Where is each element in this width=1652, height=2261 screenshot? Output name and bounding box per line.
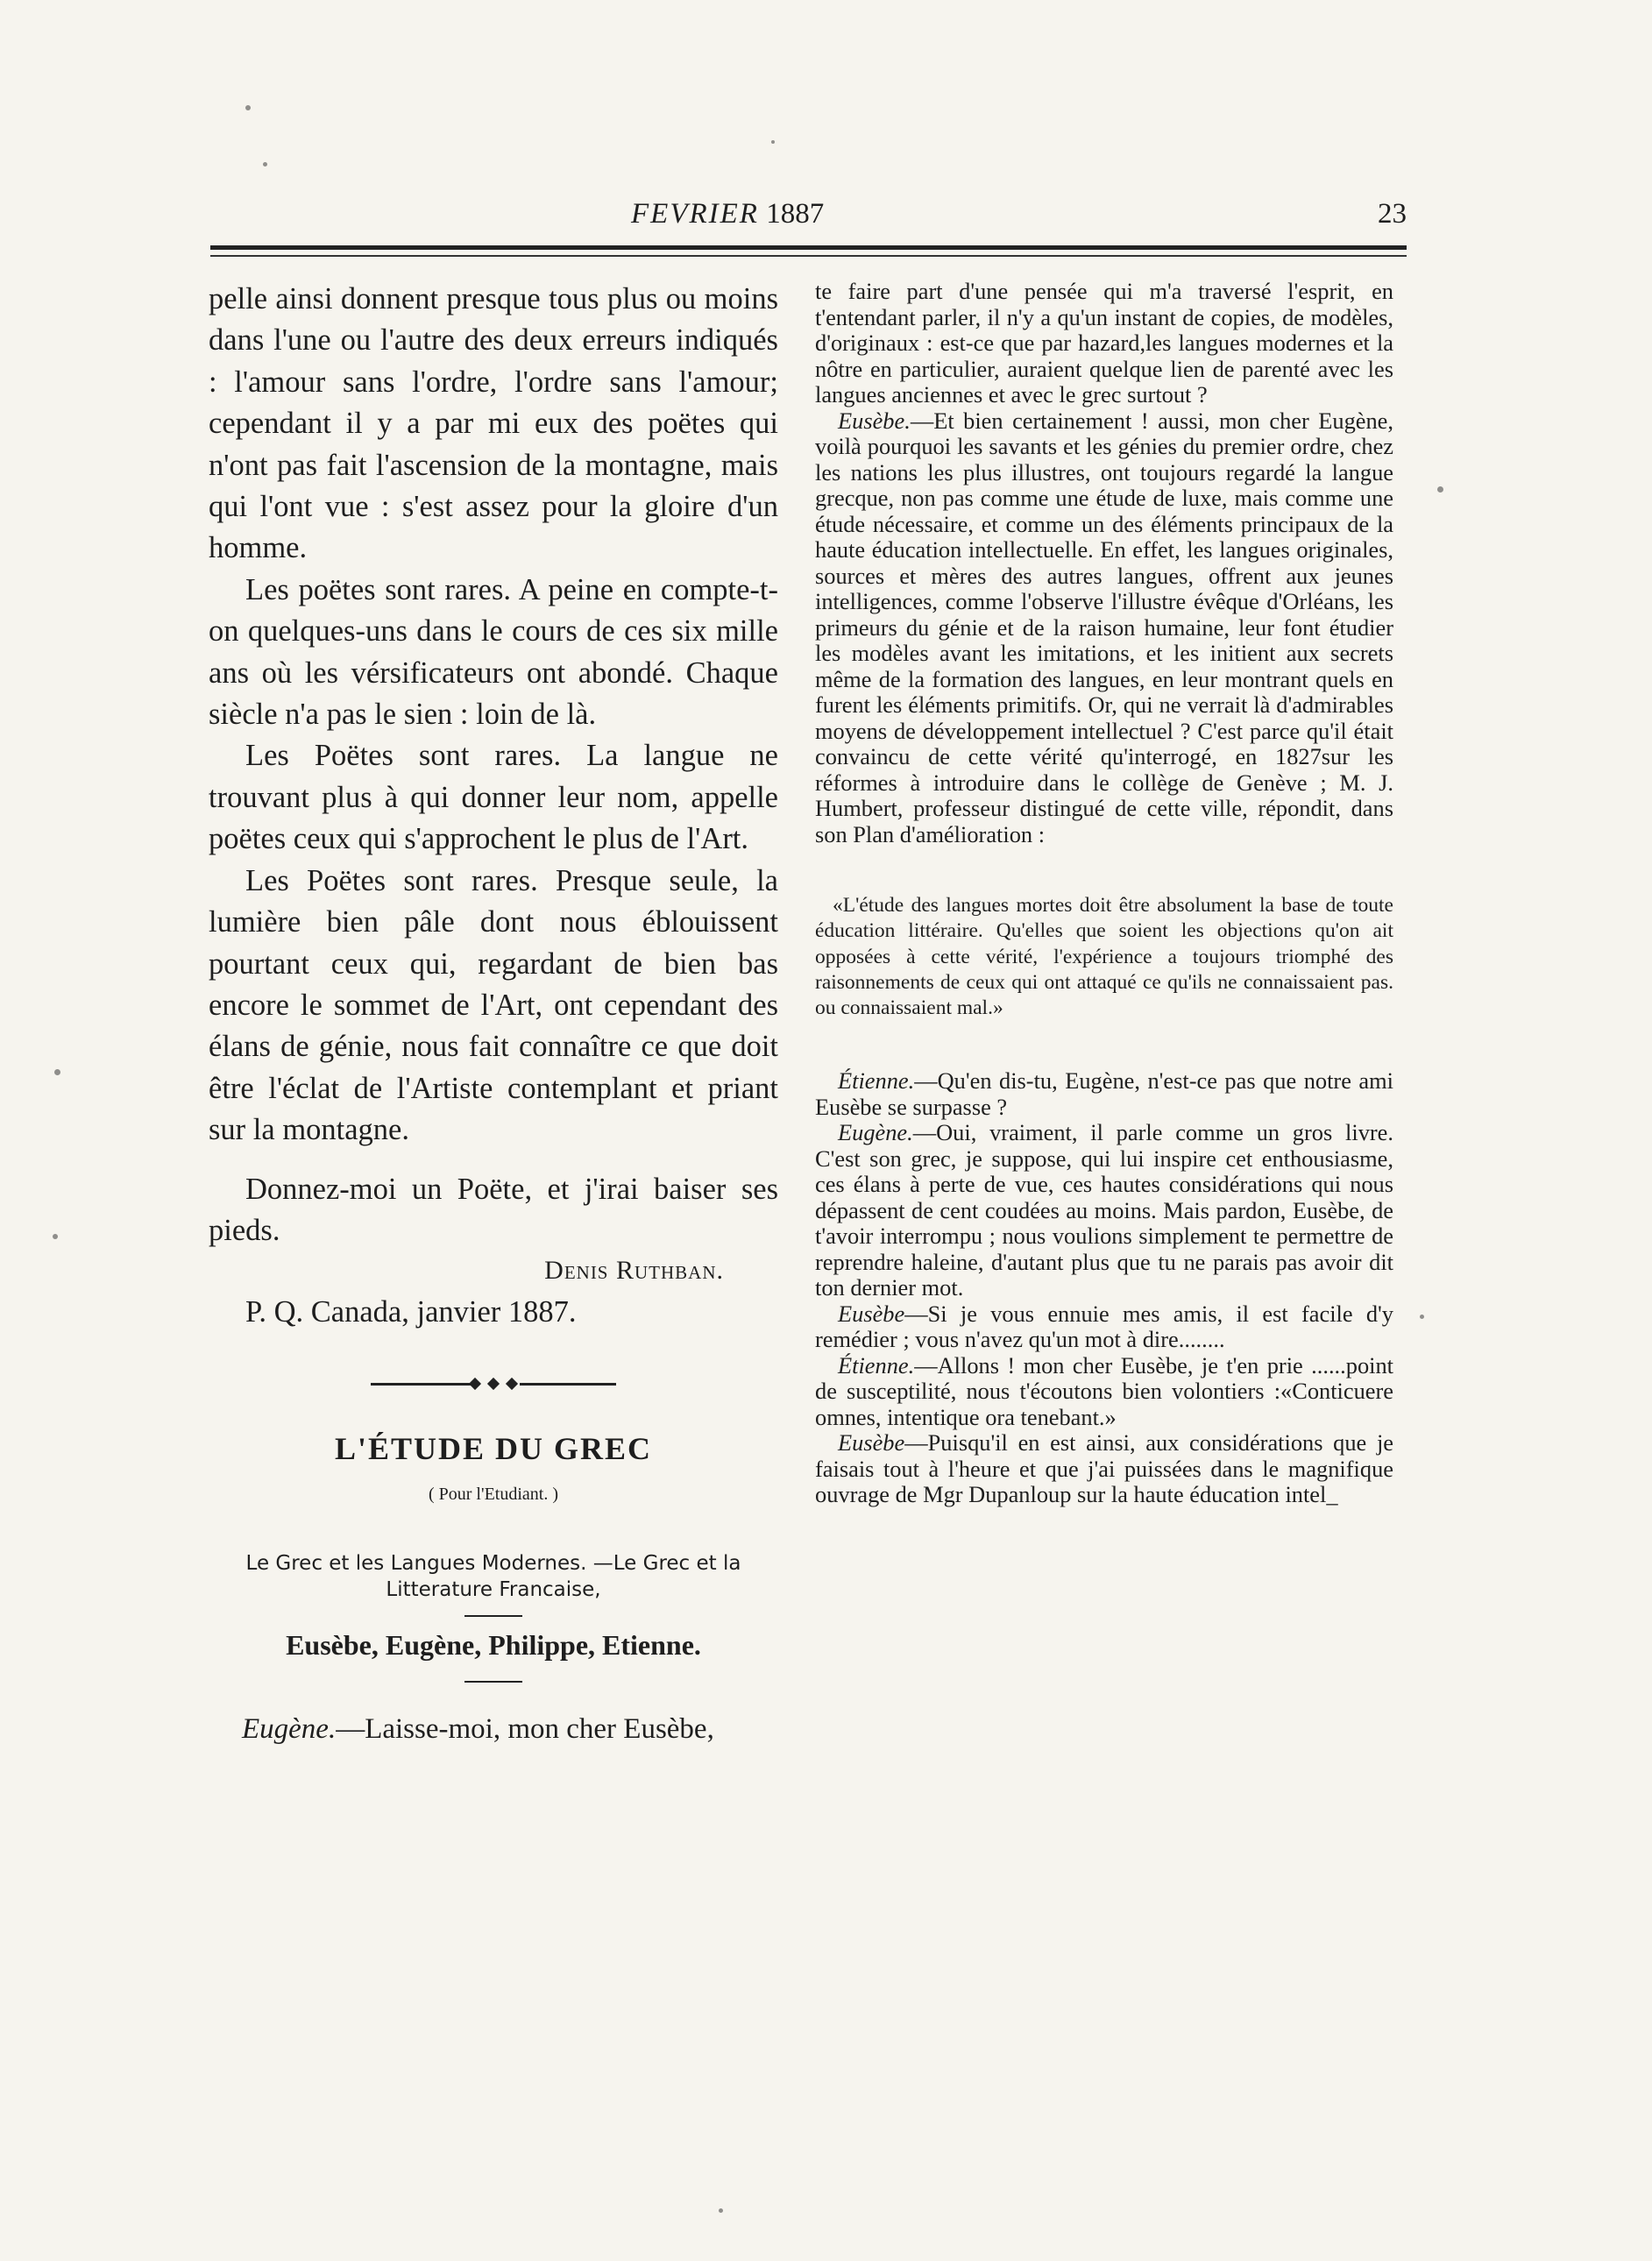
- paragraph: pelle ainsi donnent presque tous plus ou moins dans l'une ou l'autre des deux erreurs indiqués : l'amour sans l'ordre, l'ordre sans l'amour; cependant il y a par mi eux des poëtes qui n'ont pas fait l'ascension de la montagne, mais qui l'ont vue : s'est assez pour la gloire d'un homme.: [209, 282, 778, 565]
- header-date: [631, 198, 824, 230]
- dialogue-text: —Laisse-moi, mon cher Eusèbe,: [336, 1713, 714, 1746]
- dialogue-paragraph: [815, 1301, 1393, 1353]
- dialogue-text: —Oui, vraiment, il parle comme un gros livre. C'est son grec, je suppose, qui lui inspire cet enthousiasme, ces élans à perte de vue, ces hautes considérations qui nous dépassent de cent coudées au moins. Mais pardon, Eusèbe, de t'avoir interrompu ; nous voulions simplement te permettre de reprendre haleine, d'autant plus que tu ne parais pas avoir dit ton dernier mot.: [815, 1119, 1393, 1301]
- speaker-name: Eusèbe.: [838, 407, 911, 434]
- paragraph: Les Poëtes sont rares. Presque seule, la lumière bien pâle dont nous éblouissent pourtant ceux qui, regardant de bien bas encore le sommet de l'Art, ont cependant des élans de génie, nous fait connaître ce que doit être l'éclat de l'Artiste contemplant et priant sur la montagne.: [209, 863, 778, 1147]
- place-date: P. Q. Canada, janvier 1887.: [245, 1295, 577, 1329]
- scan-speck: [263, 162, 267, 167]
- dialogue-text: —Si je vous ennuie mes amis, il est facile d'y remédier ; vous n'avez qu'un mot à dire........: [815, 1300, 1393, 1353]
- running-header: [210, 195, 1407, 238]
- dialogue-text: —Et bien certainement ! aussi, mon cher Eugène, voilà pourquoi les savants et les génies du premier ordre, chez les nations les plus illustres, ont toujours regardé la langue grecque, non pas comme une étude de luxe, mais comme une étude nécessaire, et comme un des éléments principaux de la haute éducation intellectuelle. En effet, les langues originales, sources et mères des autres langues, offrent aux jeunes intelligences, comme l'observe l'illustre évêque d'Orléans, les primeurs du génie et de la raison humaine, leur font étudier les modèles avant les imitations, et les initient aux secrets même de la formation des langues, en leur montrant quels en furent les éléments primitifs. Or, qui ne verrait là d'admirables moyens de développement intellectuel ? C'est parce qu'il était convaincu de cette vérité qu'interrogé, en 1827sur les réformes à introduire dans le collège de Genève ; M. J. Humbert, professeur distingué de cette ville, répondit, dans son Plan d'amélioration :: [815, 407, 1393, 847]
- speaker-name: Eusèbe: [838, 1429, 905, 1457]
- speaker-name: Eugène.: [242, 1713, 337, 1746]
- left-column: [209, 279, 778, 1778]
- dialogue-text: —Qu'en dis-tu, Eugène, n'est-ce pas que notre ami Eusèbe se surpasse ?: [815, 1067, 1393, 1120]
- dialogue-opening: [209, 1709, 778, 1749]
- author-signature: Denis Ruthban.: [544, 1256, 724, 1286]
- article-topics: Le Grec et les Langues Modernes. —Le Grec et la Litterature Francaise,: [245, 1552, 741, 1602]
- speaker-name: Eusèbe: [838, 1300, 905, 1327]
- speaker-name: Étienne.: [838, 1351, 915, 1379]
- header-year: 1887: [766, 198, 825, 230]
- ornamental-divider: [371, 1379, 616, 1388]
- header-rule-thin: [210, 255, 1407, 257]
- dialogue-persons: Eusèbe, Eugène, Philippe, Etienne.: [286, 1629, 701, 1662]
- continuation-paragraph: te faire part d'une pensée qui m'a traversé l'esprit, en t'entendant parler, il n'y a qu'un instant de copies, de modèles, d'originaux : est-ce que par hazard,les langues modernes et la nôtre en particulier, auraient quelque lien de parenté avec les langues anciennes et avec le grec surtout ?: [815, 278, 1393, 408]
- block-quote: «L'étude des langues mortes doit être absolument la base de toute éducation littéraire. Qu'elles que soient les objections qu'on ait opposées à cette vérité, l'expérience a toujours triomphé des raisonnements de ceux qui ont attaqué ce qu'ils ne connaissaient pas. ou connaissaient mal.»: [815, 894, 1393, 1020]
- dialogue-text: —Puisqu'il en est ainsi, aux considérations que je faisais tout à l'heure et que j'ai puissées dans le magnifique ouvrage de Mgr Dupanloup sur la haute éducation intel_: [815, 1429, 1393, 1508]
- article-title: L'ÉTUDE DU GREC: [334, 1431, 653, 1467]
- right-column: [815, 279, 1393, 1508]
- paragraph: Les poëtes sont rares. A peine en compte-t-on quelques-uns dans le cours de ces six mille ans où les vérsificateurs ont abondé. Chaque siècle n'a pas le sien : loin de là.: [209, 572, 778, 732]
- header-rule: [210, 245, 1407, 250]
- dialogue-paragraph: [815, 1430, 1393, 1508]
- dialogue-paragraph: [815, 1120, 1393, 1301]
- paragraph: Donnez-moi un Poëte, et j'irai baiser ses pieds.: [209, 1172, 778, 1247]
- scan-speck: [1437, 486, 1443, 493]
- dialogue-paragraph: [815, 1068, 1393, 1120]
- scan-speck: [245, 105, 251, 110]
- scan-speck: [53, 1234, 58, 1239]
- speaker-name: Étienne.: [838, 1067, 915, 1095]
- dialogue-paragraph: [815, 408, 1393, 848]
- scan-speck: [54, 1069, 60, 1075]
- article-subtitle: ( Pour l'Etudiant. ): [428, 1485, 559, 1505]
- paragraph: Les Poëtes sont rares. La langue ne trouvant plus à qui donner leur nom, appelle poëtes ceux qui s'approchent le plus de l'Art.: [209, 739, 778, 856]
- speaker-name: Eugène.: [838, 1119, 913, 1146]
- header-month: FEVRIER: [631, 198, 759, 230]
- scan-speck: [1420, 1315, 1424, 1319]
- dialogue-paragraph: [815, 1353, 1393, 1431]
- dialogue-text: —Allons ! mon cher Eusèbe, je t'en prie ......point de susceptilité, nous t'écoutons bien volontiers :«Conticuere omnes, intentique ora tenebant.»: [815, 1351, 1393, 1430]
- short-divider: [464, 1615, 522, 1617]
- page-number: 23: [1378, 198, 1407, 230]
- short-divider: [464, 1681, 522, 1683]
- scan-speck: [771, 140, 775, 144]
- scan-speck: [719, 2208, 723, 2213]
